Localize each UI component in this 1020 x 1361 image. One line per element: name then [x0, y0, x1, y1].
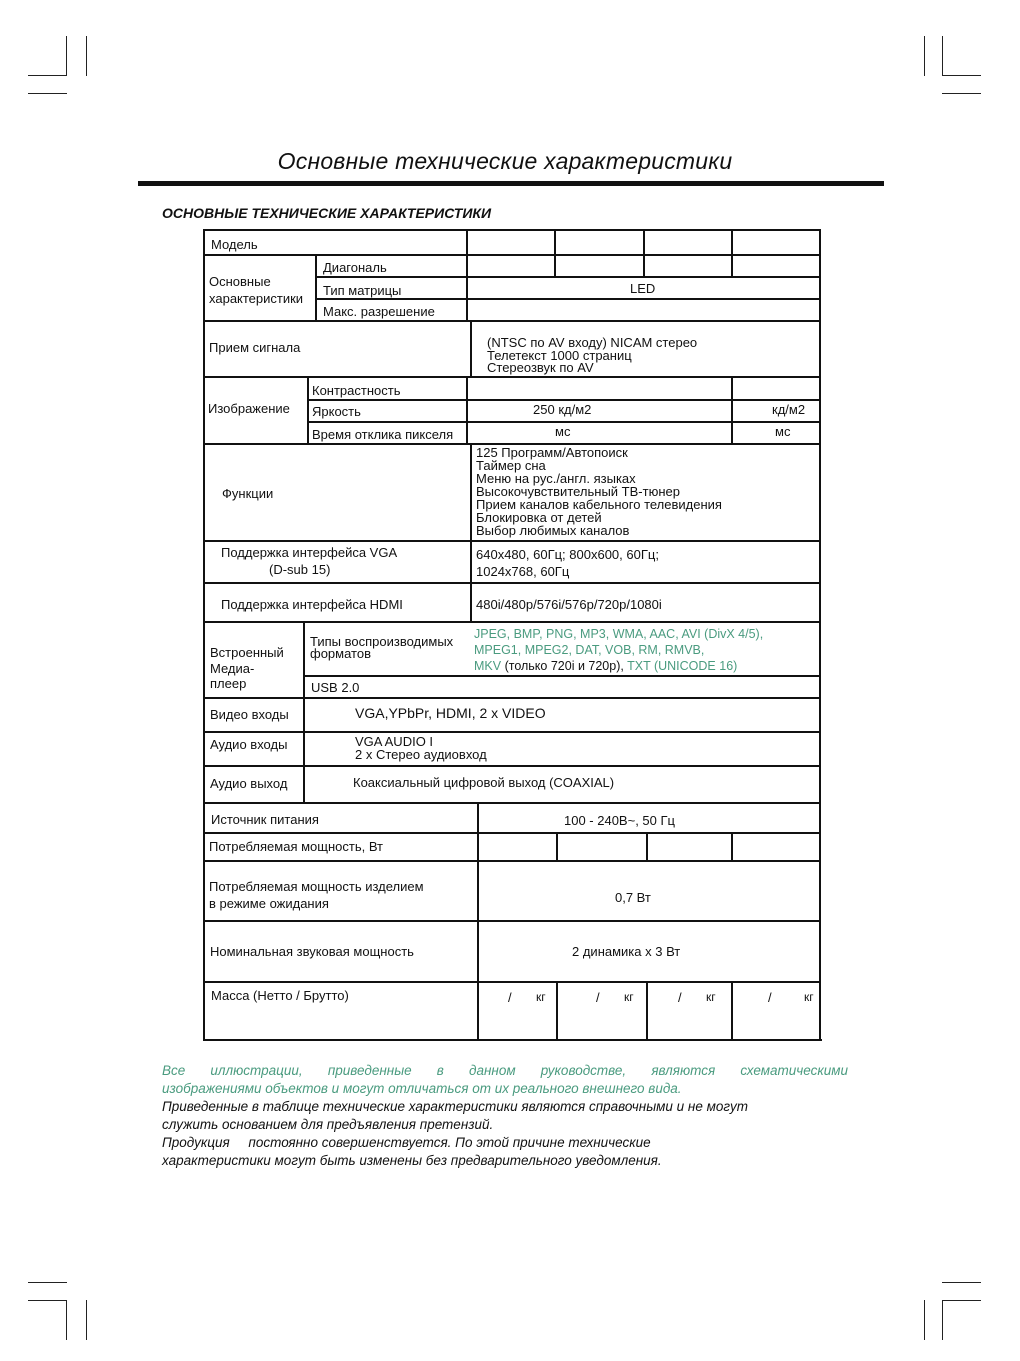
note-line: служить основанием для предъявления претензий.	[162, 1117, 494, 1132]
standby-label-2: в режиме ожидания	[209, 896, 329, 911]
sound-power-label: Номинальная звуковая мощность	[210, 944, 414, 959]
video-in-value: VGA,YPbPr, HDMI, 2 х VIDEO	[355, 705, 546, 721]
response-time-label: Время отклика пикселя	[312, 427, 454, 442]
audio-out-label: Аудио выход	[210, 776, 288, 791]
brightness-unit-right: кд/м2	[772, 402, 806, 417]
standby-label-1: Потребляемая мощность изделием	[209, 879, 424, 894]
function-item: Таймер сна	[476, 458, 546, 473]
mass-unit: кг	[706, 990, 716, 1004]
formats-line: JPEG, BMP, PNG, MP3, WMA, AAC, AVI (DivX 4/5),	[474, 627, 764, 641]
formats-label	[310, 636, 453, 660]
sound-power-value: 2 динамика х 3 Вт	[572, 944, 681, 959]
power-source-value: 100 - 240В~, 50 Гц	[564, 813, 675, 828]
note-line: Все иллюстрации, приведенные в данном руководстве, являются схематическими	[162, 1063, 848, 1078]
hdmi-label: Поддержка интерфейса HDMI	[221, 597, 403, 612]
mass-slash: /	[768, 990, 772, 1005]
media-group-label-1: Встроенный	[210, 645, 284, 660]
basic-group-label-1: Основные	[209, 274, 271, 289]
formats-value	[474, 626, 763, 674]
functions-label: Функции	[222, 486, 274, 501]
function-item: Высокочувствительный ТВ-тюнер	[476, 484, 680, 499]
power-source-label: Источник питания	[211, 812, 319, 827]
brightness-value	[533, 403, 591, 416]
function-item: 125 Программ/Автопоиск	[476, 445, 628, 460]
note-line: Продукция постоянно совершенствуется. По этой причине технические	[162, 1135, 651, 1150]
signal-line: (NTSC по AV входу) NICAM стерео	[487, 335, 698, 350]
matrix-type-value: LED	[630, 281, 656, 296]
mass-slash: /	[596, 990, 600, 1005]
vga-value-2: 1024х768, 60Гц	[476, 564, 570, 579]
model-label: Модель	[211, 237, 258, 252]
signal-value	[487, 337, 697, 375]
note-line: характеристики могут быть изменены без предварительного уведомления.	[162, 1153, 662, 1168]
page-title: Основные технические характеристики	[277, 148, 733, 174]
formats-label-line: форматов	[310, 646, 371, 661]
hdmi-value: 480i/480p/576i/576p/720p/1080i	[476, 597, 662, 612]
video-in-label: Видео входы	[210, 707, 289, 722]
audio-in-line: 2 х Стерео аудиовход	[355, 747, 487, 762]
signal-label: Прием сигнала	[209, 340, 301, 355]
audio-in-value	[355, 735, 487, 761]
title-rule	[138, 181, 884, 186]
contrast-label: Контрастность	[312, 383, 401, 398]
audio-out-value: Коаксиальный цифровой выход (COAXIAL)	[353, 775, 615, 790]
note-line: изображениями объектов и могут отличаться от их реального внешнего вида.	[162, 1081, 682, 1096]
audio-in-label: Аудио входы	[210, 737, 288, 752]
image-group-label: Изображение	[208, 401, 290, 416]
basic-group-label-2: характеристики	[209, 291, 304, 306]
media-group-label-3: плеер	[210, 676, 247, 691]
mass-slash: /	[508, 990, 512, 1005]
brightness-unit: кд/м2	[558, 402, 592, 417]
audio-in-line: VGA AUDIO I	[355, 734, 434, 749]
signal-line: Стереозвук по AV	[487, 360, 594, 375]
response-unit: мс	[555, 424, 571, 439]
note-line: Приведенные в таблице технические характеристики являются справочными и не могут	[162, 1099, 749, 1114]
response-unit-right: мс	[775, 424, 791, 439]
mass-unit: кг	[624, 990, 634, 1004]
formats-line	[474, 658, 763, 674]
media-group-label-2: Медиа-	[210, 661, 255, 676]
usb-label: USB 2.0	[311, 680, 360, 695]
signal-line: Телетекст 1000 страниц	[487, 347, 632, 363]
function-item: Прием каналов кабельного телевидения	[476, 497, 722, 512]
functions-list	[476, 446, 722, 537]
vga-label-1: Поддержка интерфейса VGA	[221, 545, 398, 560]
formats-label-line: Типы воспроизводимых	[310, 634, 454, 649]
formats-mkv: MKV	[474, 659, 502, 673]
diagonal-label: Диагональ	[323, 260, 387, 275]
brightness-number: 250	[533, 402, 555, 417]
mass-unit: кг	[536, 990, 546, 1004]
standby-value: 0,7 Вт	[615, 890, 651, 905]
vga-label-2: (D-sub 15)	[269, 562, 331, 577]
function-item: Блокировка от детей	[476, 510, 602, 525]
vga-value-1: 640х480, 60Гц; 800х600, 60Гц;	[476, 547, 659, 562]
power-consumption-label: Потребляемая мощность, Вт	[209, 839, 384, 854]
function-item: Выбор любимых каналов	[476, 523, 630, 538]
mass-unit: кг	[804, 990, 814, 1004]
section-heading: ОСНОВНЫЕ ТЕХНИЧЕСКИЕ ХАРАКТЕРИСТИКИ	[162, 205, 492, 221]
formats-txt: TXT (UNICODE 16)	[627, 659, 738, 673]
matrix-type-label: Тип матрицы	[323, 283, 402, 298]
formats-note: (только 720i и 720p),	[504, 659, 624, 673]
function-item: Меню на рус./англ. языках	[476, 471, 636, 486]
brightness-label: Яркость	[312, 404, 361, 419]
mass-slash: /	[678, 990, 682, 1005]
max-resolution-label: Макс. разрешение	[323, 304, 435, 319]
mass-label: Масса (Нетто / Брутто)	[211, 988, 349, 1003]
formats-line: MPEG1, MPEG2, DAT, VOB, RM, RMVB,	[474, 643, 705, 657]
